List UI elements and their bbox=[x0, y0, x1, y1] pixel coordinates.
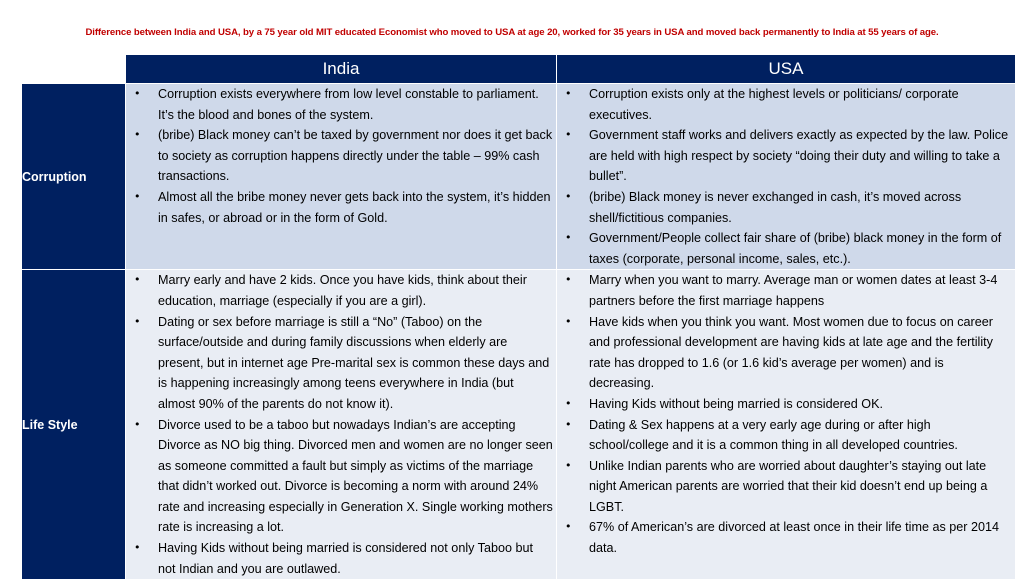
row-corruption bbox=[22, 84, 1016, 270]
bullet-item: • Government staff works and delivers exactly as expected by the law. Police are held with high respect by society “doing their duty and willing to take a bullet”. bbox=[557, 125, 1015, 187]
bullet-list bbox=[126, 270, 556, 579]
cell-life-style-usa bbox=[557, 270, 1016, 580]
bullet-item: • Having Kids without being married is considered OK. bbox=[557, 394, 1015, 415]
cell-corruption-usa bbox=[557, 84, 1016, 270]
cell-life-style-india bbox=[126, 270, 557, 580]
bullet-item: • 67% of American’s are divorced at least once in their life time as per 2014 data. bbox=[557, 517, 1015, 558]
header-usa: USA bbox=[557, 55, 1016, 84]
bullet-item: • Dating or sex before marriage is still a “No” (Taboo) on the surface/outside and during family discussions when elderly are present, but in internet age Pre-marital sex is common these days and is happening increasingly among teens everywhere in India (but almost 90% of the parents do not know it). bbox=[126, 312, 556, 415]
bullet-list bbox=[557, 84, 1015, 269]
bullet-item: • Have kids when you think you want. Most women due to focus on career and professional development are having kids at late age and the fertility rate has dropped to 1.6 (or 1.6 kid’s average per women) and is decreasing. bbox=[557, 312, 1015, 394]
slide-title: Difference between India and USA, by a 75 year old MIT educated Economist who moved to USA at age 20, worked for 35 years in USA and moved back permanently to India at 55 years of age. bbox=[85, 27, 939, 38]
comparison-table bbox=[21, 54, 1016, 580]
header-india: India bbox=[126, 55, 557, 84]
bullet-item: • Government/People collect fair share of (bribe) black money in the form of taxes (corporate, personal income, sales, etc.). bbox=[557, 228, 1015, 269]
row-label-corruption: Corruption bbox=[22, 84, 126, 270]
row-life-style bbox=[22, 270, 1016, 580]
bullet-item: • Divorce used to be a taboo but nowadays Indian’s are accepting Divorce as NO big thing. Divorced men and women are no longer seen as someone committed a fault but simply as victims of the marriage that didn’t worked out. Divorce is becoming a norm with around 24% rate and increasing especially in Generation X. Single working mothers rate is increasing a lot. bbox=[126, 415, 556, 539]
bullet-list bbox=[557, 270, 1015, 558]
bullet-item: • Marry when you want to marry. Average man or women dates at least 3-4 partners before the first marriage happens bbox=[557, 270, 1015, 311]
header-row bbox=[22, 55, 1016, 84]
bullet-item: • Unlike Indian parents who are worried about daughter’s staying out late night American parents are worried that their kid doesn’t end up being a LGBT. bbox=[557, 456, 1015, 518]
bullet-item: • (bribe) Black money is never exchanged in cash, it’s moved across shell/fictitious companies. bbox=[557, 187, 1015, 228]
cell-corruption-india bbox=[126, 84, 557, 270]
bullet-item: • Corruption exists everywhere from low level constable to parliament. It’s the blood and bones of the system. bbox=[126, 84, 556, 125]
bullet-item: • Having Kids without being married is considered not only Taboo but not Indian and you are outlawed. bbox=[126, 538, 556, 579]
bullet-list bbox=[126, 84, 556, 228]
bullet-item: • Almost all the bribe money never gets back into the system, it’s hidden in safes, or abroad or in the form of Gold. bbox=[126, 187, 556, 228]
bullet-item: • Corruption exists only at the highest levels or politicians/ corporate executives. bbox=[557, 84, 1015, 125]
bullet-item: • Marry early and have 2 kids. Once you have kids, think about their education, marriage (especially if you are a girl). bbox=[126, 270, 556, 311]
bullet-item: • (bribe) Black money can’t be taxed by government nor does it get back to society as corruption happens directly under the table – 99% cash transactions. bbox=[126, 125, 556, 187]
header-blank-cell bbox=[22, 55, 126, 84]
bullet-item: • Dating & Sex happens at a very early age during or after high school/college and it is a common thing in all developed countries. bbox=[557, 415, 1015, 456]
row-label-life-style: Life Style bbox=[22, 270, 126, 580]
